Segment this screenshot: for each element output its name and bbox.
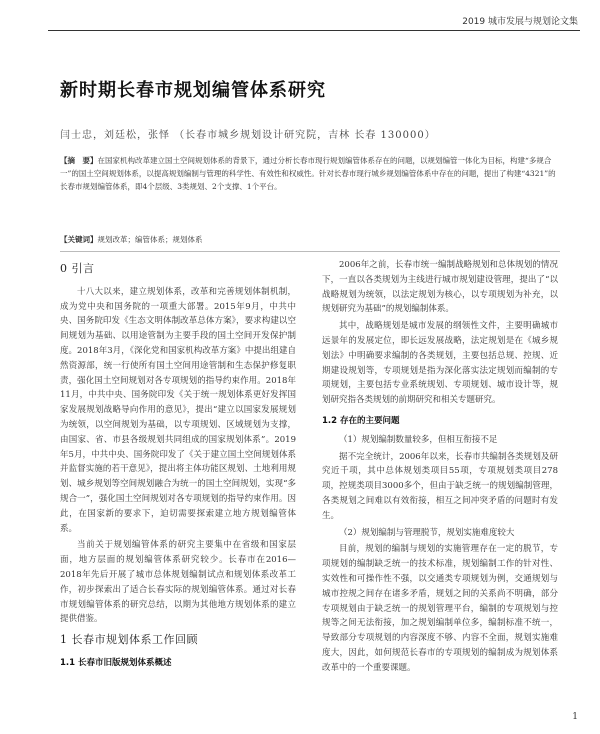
keywords bbox=[60, 234, 560, 245]
body-paragraph: 目前，规划的编制与规划的实施管理存在一定的脱节，专项规划的编制缺乏统一的技术标准，规划编制工作的针对性、实效性和可操作性不强，以交通类专项规划为例，交通规划与城市控规之间存在诸多矛盾，规划之间的关系尚不明确，部分专项规划由于缺乏统一的规划管理平台，编制的专项规划与控规等之间无法衔接，加之规划编制单位多，编制标准不统一，导致部分专项规划的内容深度不够、内容不全面，规划实施难度大，因此，如何规范长春市的专项规划的编制成为规划体系改革中的一个重要课题。 bbox=[322, 544, 558, 673]
separator-rule bbox=[60, 251, 560, 252]
section-heading-1: 1 长春市规划体系工作回顾 bbox=[60, 633, 198, 647]
right-column bbox=[322, 258, 558, 678]
body-paragraph: 十八大以来，建立规划体系，改革和完善规划体制机制，成为党中央和国务院的一项重大部署。2015年9月，中共中央、国务院印发《生态文明体制改革总体方案》，要求构建以空间规划为基础、以用途管制为主要手段的国土空间开发保护制度。2018年3月，《深化党和国家机构改革方案》中提出组建自然资源部，统一行使所有国土空间用途管制和生态保护修复职责，强化国土空间规划对各专项规划的指导约束作用。2018年11月，中共中央、国务院印发《关于统一规划体系更好发挥国家发展规划战略导向作用的意见》，提出“建立以国家发展规划为统领，以空间规划为基础，以专项规划、区域规划为支撑，由国家、省、市县各级规划共同组成的国家规划体系”。2019年5月，中共中央、国务院印发了《关于建立国土空间规划体系并监督实施的若干意见》，提出将主体功能区规划、土地利用规划、城乡规划等空间规划融合为统一的国土空间规划，实现“多规合一”，强化国土空间规划对各专项规划的指导约束作用。因此，在国家新的要求下，迫切需要探索建立地方规划编管体系。 bbox=[60, 286, 296, 534]
keywords-text: 规划改革；编管体系；规划体系 bbox=[97, 235, 203, 244]
subsection-heading-1-2: 1.2 存在的主要问题 bbox=[322, 415, 400, 426]
body-paragraph: （1）规划编制数量较多，但相互衔接不足 bbox=[339, 434, 498, 445]
subsection-heading-1-1: 1.1 长春市旧版规划体系概述 bbox=[60, 657, 172, 668]
header-rule bbox=[48, 30, 580, 31]
abstract bbox=[60, 154, 560, 193]
body-paragraph: 据不完全统计，2006年以来，长春市共编制各类规划及研究近千项，其中总体规划类项目55项，专项规划类项目278项，控规类项目3000多个，但由于缺乏统一的规划编制管理，各类规划之间难以有效衔接，相互之间冲突矛盾的问题时有发生。 bbox=[322, 451, 558, 521]
section-heading-introduction: 0 引言 bbox=[60, 262, 95, 275]
left-column bbox=[60, 258, 296, 675]
keywords-label: 【关键词】 bbox=[60, 235, 98, 244]
body-paragraph: （2）规划编制与管理脱节，规划实施难度较大 bbox=[339, 527, 515, 538]
paper-title: 新时期长春市规划编管体系研究 bbox=[60, 80, 326, 101]
page-number: 1 bbox=[572, 712, 578, 722]
body-paragraph: 当前关于规划编管体系的研究主要集中在省级和国家层面，地方层面的规划编管体系研究较少。长春市在2016—2018年先后开展了城市总体规划编制试点和规划体系改革工作，初步探索出了适合长春实际的规划编管体系。通过对长春市规划编管体系的研究总结，以期为其他地方规划体系的建立提供借鉴。 bbox=[60, 540, 296, 625]
journal-header: 2019 城市发展与规划论文集 bbox=[462, 17, 578, 27]
abstract-label: 【摘 要】 bbox=[60, 156, 98, 165]
body-paragraph: 2006年之前，长春市统一编制战略规划和总体规划的情况下，一直以各类规划为主线进行城市规划建设管理，提出了“以战略规划为统领，以法定规划为核心，以专项规划为补充，以规划研究为基础”的规划编制体系。 bbox=[322, 260, 558, 315]
body-paragraph: 其中，战略规划是城市发展的纲领性文件，主要明确城市远景年的发展定位，即长远发展战略，法定规划是在《城乡规划法》中明确要求编制的各类规划，主要包括总规、控规、近期建设规划等，专项规划是指为深化落实法定规划而编制的专项规划，主要包括专业系统规划、专项规划、城市设计等，规划研究指各类规划的前期研究和相关专题研究。 bbox=[322, 321, 558, 406]
abstract-text: 在国家机构改革建立国土空间规划体系的背景下，通过分析长春市现行规划编管体系存在的问题，以规划编管一体化为目标，构建“多规合一”的国土空间规划体系，以提高规划编制与管理的科学性、有效性和权威性。针对长春市现行城乡规划编管体系中存在的问题，提出了构建“4321”的长春市规划编管体系，即4个层级、3类规划、2个支撑、1个平台。 bbox=[60, 156, 556, 191]
author-line: 闫士忠，刘廷松，张怿 （长春市城乡规划设计研究院，吉林 长春 130000） bbox=[60, 130, 436, 141]
